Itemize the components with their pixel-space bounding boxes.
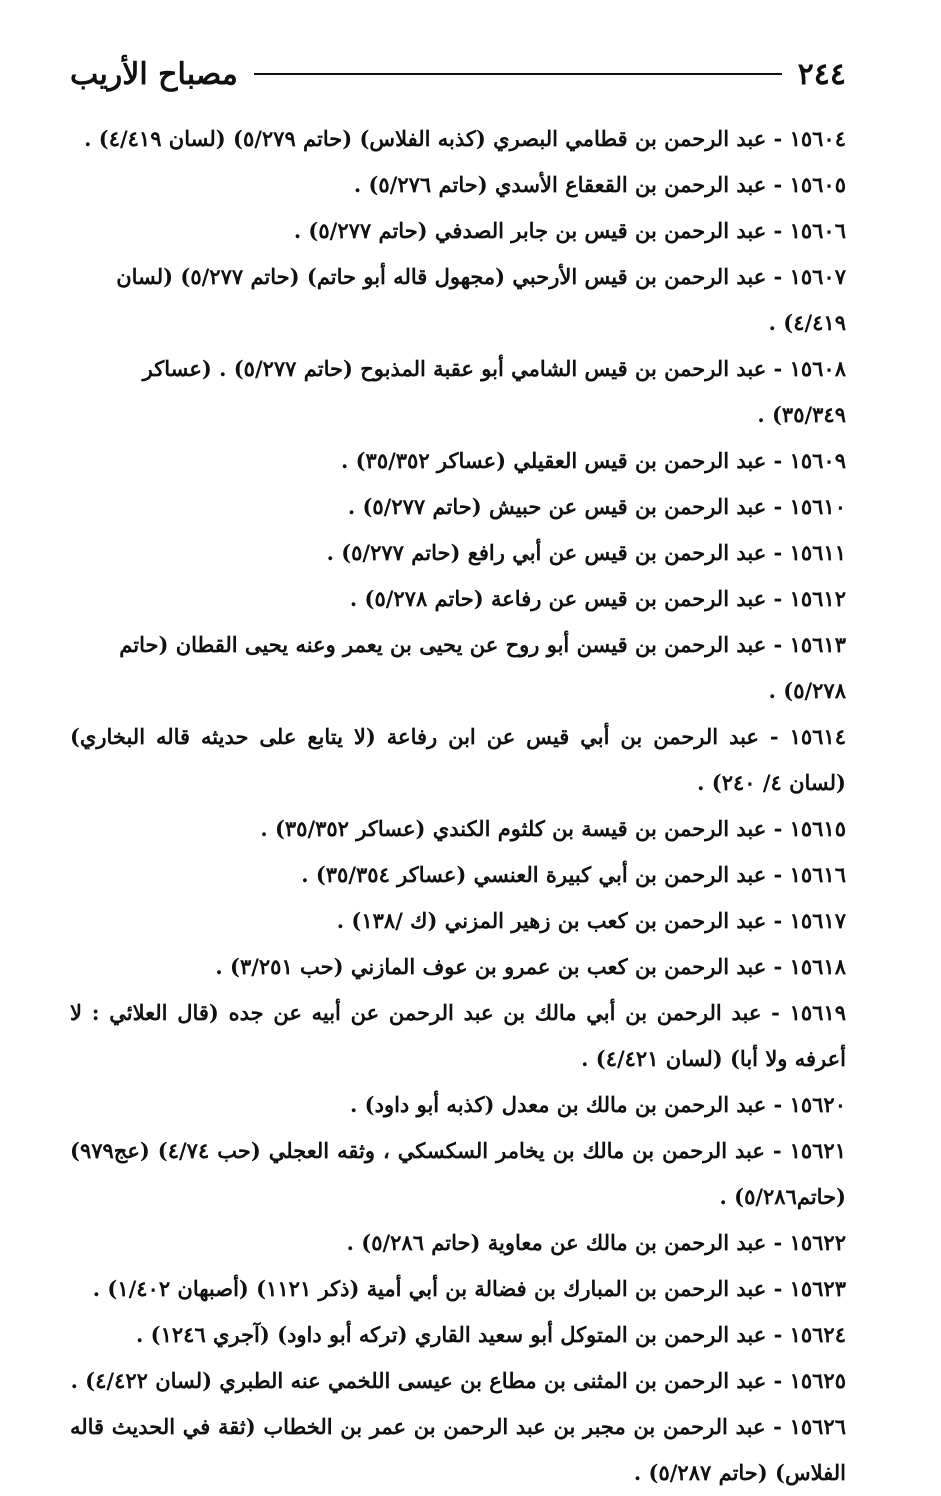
entry-15607: ١٥٦٠٧ - عبد الرحمن بن قيس الأرحبي (مجهول قاله أبو حاتم) (حاتم ٥/٢٧٧) (لسان ٤/٤١٩) . — [116, 264, 846, 335]
entry-15613: ١٥٦١٣ - عبد الرحمن بن قيسن أبو روح عن يحيى بن يعمر وعنه يحيى القطان (حاتم ٥/٢٧٨) . — [119, 632, 846, 703]
entry-15624: ١٥٦٢٤ - عبد الرحمن بن المتوكل أبو سعيد القاري (تركه أبو داود) (آجري ١٢٤٦) . — [136, 1322, 846, 1347]
entry-15625: ١٥٦٢٥ - عبد الرحمن بن المثنى بن مطاع بن عيسى اللخمي عنه الطبري (لسان ٤/٤٢٢) . — [70, 1368, 846, 1393]
entry-15604: ١٥٦٠٤ - عبد الرحمن بن قطامي البصري (كذبه الفلاس) (حاتم ٥/٢٧٩) (لسان ٤/٤١٩) . — [84, 126, 846, 151]
entry-15626: ١٥٦٢٦ - عبد الرحمن بن مجبر بن عبد الرحمن بن عمر بن الخطاب (ثقة في الحديث قاله الفلاس) (حاتم ٥/٢٨٧) . — [70, 1414, 846, 1485]
entry-15608: ١٥٦٠٨ - عبد الرحمن بن قيس الشامي أبو عقبة المذبوح (حاتم ٥/٢٧٧) . (عساكر ٣٥/٣٤٩) . — [142, 356, 846, 427]
entry-15610: ١٥٦١٠ - عبد الرحمن بن قيس عن حبيش (حاتم ٥/٢٧٧) . — [347, 494, 846, 519]
book-title: مصباح الأريب — [70, 56, 238, 92]
entry-15618: ١٥٦١٨ - عبد الرحمن بن كعب بن عمرو بن عوف المازني (حب ٣/٢٥١) . — [215, 954, 846, 979]
header-rule — [254, 73, 782, 75]
entry-15609: ١٥٦٠٩ - عبد الرحمن بن قيس العقيلي (عساكر ٣٥/٣٥٢) . — [340, 448, 846, 473]
entry-15621: ١٥٦٢١ - عبد الرحمن بن مالك بن يخامر السكسكي ، وثقه العجلي (حب ٤/٧٤) (عج٩٧٩) (حاتم٥/٢٨٦) . — [70, 1138, 846, 1209]
entry-15622: ١٥٦٢٢ - عبد الرحمن بن مالك عن معاوية (حاتم ٥/٢٨٦) . — [346, 1230, 846, 1255]
entry-15612: ١٥٦١٢ - عبد الرحمن بن قيس عن رفاعة (حاتم ٥/٢٧٨) . — [349, 586, 846, 611]
entry-15614: ١٥٦١٤ - عبد الرحمن بن أبي قيس عن ابن رفاعة (لا يتابع على حديثه قاله البخاري) (لسان ٤/ ٢٤٠) . — [70, 724, 846, 795]
entry-15617: ١٥٦١٧ - عبد الرحمن بن كعب بن زهير المزني (ك /١٣٨) . — [336, 908, 846, 933]
entry-15623: ١٥٦٢٣ - عبد الرحمن بن المبارك بن فضالة بن أبي أمية (ذكر ١١٢١) (أصبهان ١/٤٠٢) . — [92, 1276, 846, 1301]
page-header — [70, 46, 846, 102]
entry-list — [70, 116, 846, 1496]
entry-15611: ١٥٦١١ - عبد الرحمن بن قيس عن أبي رافع (حاتم ٥/٢٧٧) . — [326, 540, 846, 565]
entry-15616: ١٥٦١٦ - عبد الرحمن بن أبي كبيرة العنسي (عساكر ٣٥/٣٥٤) . — [301, 862, 846, 887]
entry-15606: ١٥٦٠٦ - عبد الرحمن بن قيس بن جابر الصدفي (حاتم ٥/٢٧٧) . — [293, 218, 846, 243]
entry-15619: ١٥٦١٩ - عبد الرحمن بن أبي مالك بن عبد الرحمن عن أبيه عن جده (قال العلائي : لا أعرفه ولا أبا) (لسان ٤/٤٢١) . — [70, 1000, 846, 1071]
entry-15620: ١٥٦٢٠ - عبد الرحمن بن مالك بن معدل (كذبه أبو داود) . — [350, 1092, 846, 1117]
entry-15615: ١٥٦١٥ - عبد الرحمن بن قيسة بن كلثوم الكندي (عساكر ٣٥/٣٥٢) . — [260, 816, 846, 841]
entry-15605: ١٥٦٠٥ - عبد الرحمن بن القعقاع الأسدي (حاتم ٥/٢٧٦) . — [353, 172, 846, 197]
page-number: ٢٤٤ — [797, 56, 846, 92]
